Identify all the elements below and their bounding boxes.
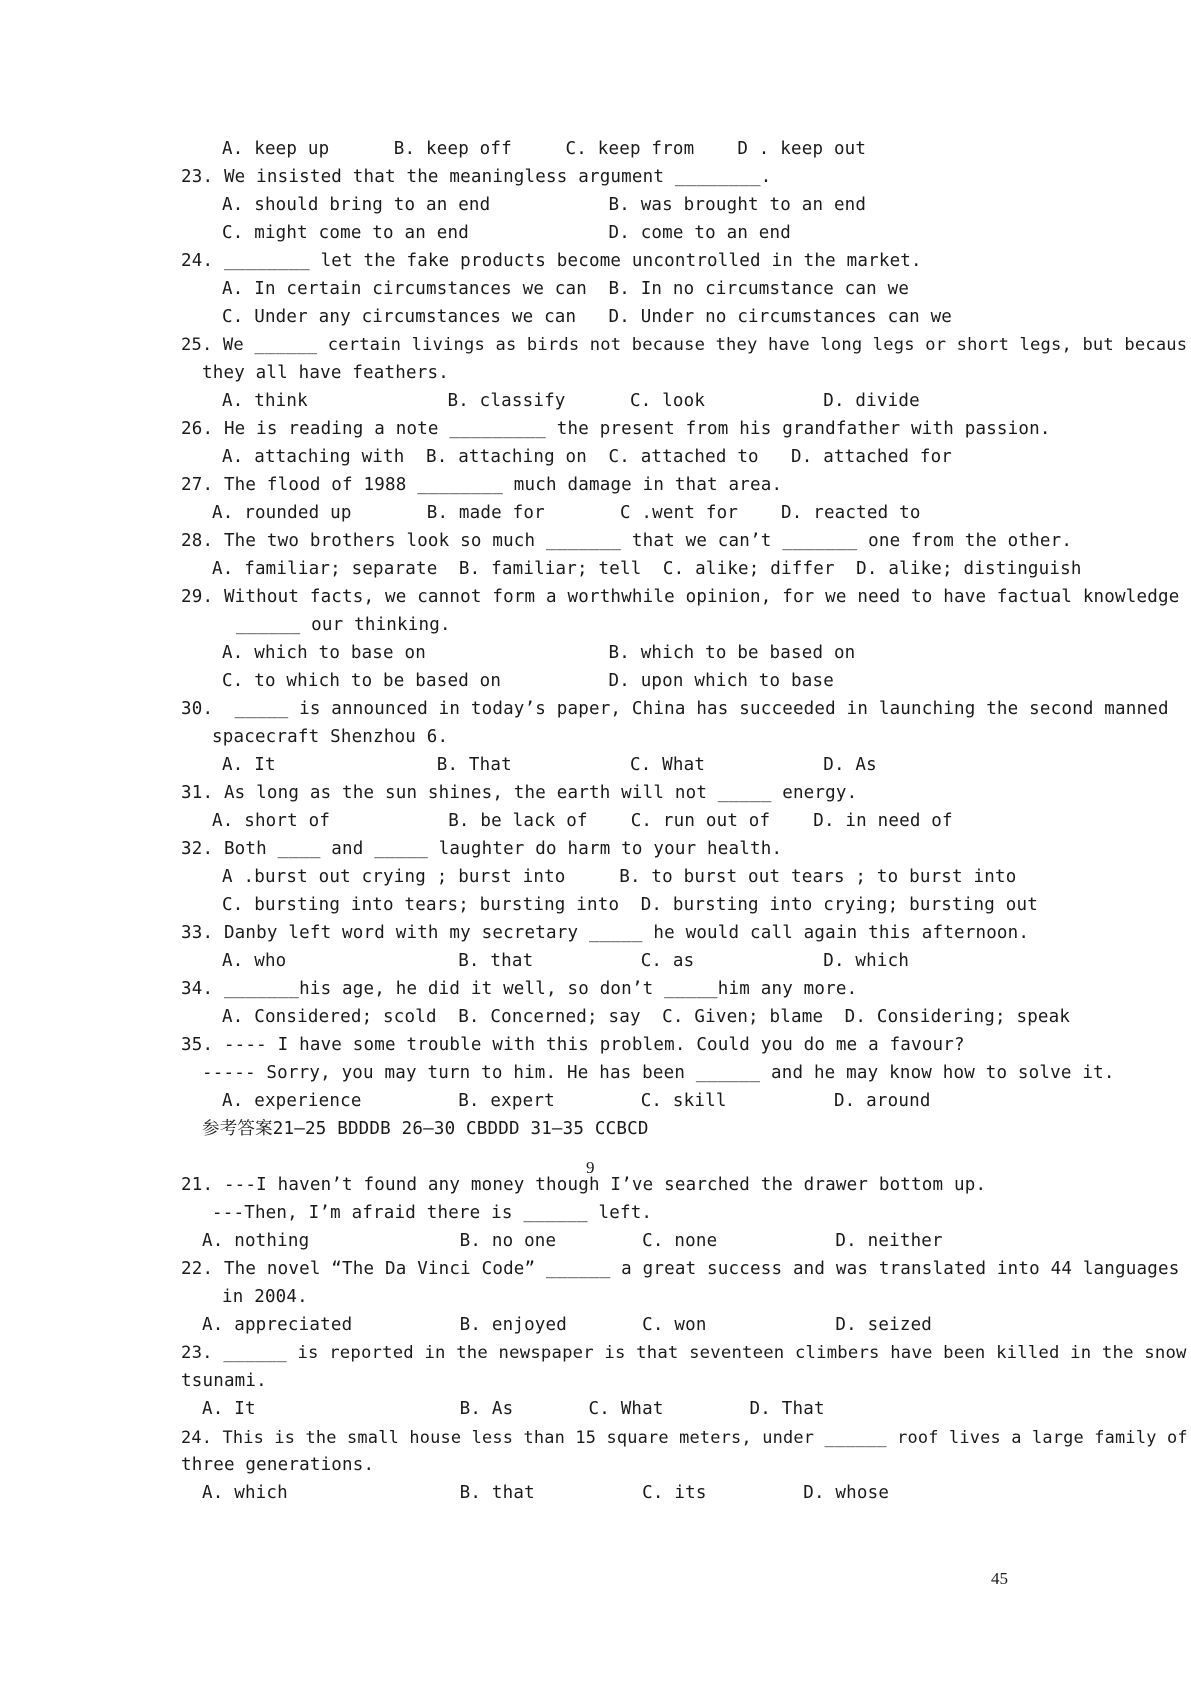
text-line: A. In certain circumstances we can B. In no circumstance can we — [222, 279, 910, 299]
text-line: C. Under any circumstances we can D. Under no circumstances can we — [222, 307, 953, 327]
text-line: A. which B. that C. its D. whose — [202, 1483, 890, 1503]
text-line: ______ our thinking. — [236, 615, 451, 635]
text-line: 35. ---- I have some trouble with this problem. Could you do me a favour? — [181, 1035, 965, 1055]
text-line: 32. Both ____ and _____ laughter do harm to your health. — [181, 839, 783, 859]
text-line: in 2004. — [222, 1287, 308, 1307]
text-line: 33. Danby left word with my secretary _____ he would call again this afternoon. — [181, 923, 1030, 943]
page-number: 45 — [991, 1569, 1008, 1588]
text-line: A. experience B. expert C. skill D. around — [222, 1091, 931, 1111]
text-line: 30. _____ is announced in today’s paper, China has succeeded in launching the second manned — [181, 699, 1169, 719]
text-line: 21. ---I haven’t found any money though I’ve searched the drawer bottom up. — [181, 1175, 987, 1195]
text-line: C. to which to be based on D. upon which to base — [222, 671, 834, 691]
text-line: A. rounded up B. made for C .went for D. reacted to — [212, 503, 921, 523]
text-line: they all have feathers. — [202, 363, 449, 383]
text-line: 34. _______his age, he did it well, so don’t _____him any more. — [181, 979, 858, 999]
text-line: 26. He is reading a note _________ the present from his grandfather with passion. — [181, 419, 1051, 439]
text-line: A. It B. As C. What D. That — [202, 1399, 825, 1419]
text-line: 23. ______ is reported in the newspaper is that seventeen climbers have been killed in the snow — [181, 1343, 1187, 1363]
text-line: 25. We ______ certain livings as birds not because they have long legs or short legs, but becaus — [181, 335, 1188, 355]
text-line: ----- Sorry, you may turn to him. He has been ______ and he may know how to solve it. — [202, 1063, 1115, 1083]
text-line: spacecraft Shenzhou 6. — [212, 727, 449, 747]
text-line: A. keep up B. keep off C. keep from D . keep out — [222, 139, 867, 159]
text-line: ---Then, I’m afraid there is ______ left. — [212, 1203, 653, 1223]
text-line: tsunami. — [181, 1371, 267, 1391]
text-line: 29. Without facts, we cannot form a worthwhile opinion, for we need to have factual knowledge — [181, 587, 1180, 607]
text-line: 28. The two brothers look so much _______ that we can’t _______ one from the other. — [181, 531, 1073, 551]
section-number: 9 — [586, 1158, 595, 1177]
text-line: A. familiar; separate B. familiar; tell C. alike; differ D. alike; distinguish — [212, 559, 1082, 579]
text-line: A. appreciated B. enjoyed C. won D. seized — [202, 1315, 933, 1335]
text-line: 24. This is the small house less than 15 square meters, under ______ roof lives a large family of — [181, 1427, 1188, 1447]
text-line: 27. The flood of 1988 ________ much damage in that area. — [181, 475, 783, 495]
text-line: three generations. — [181, 1455, 375, 1475]
text-line: A .burst out crying ; burst into B. to burst out tears ; to burst into — [222, 867, 1017, 887]
text-line: 23. We insisted that the meaningless argument ________. — [181, 167, 772, 187]
text-line: A. which to base on B. which to be based on — [222, 643, 856, 663]
text-line: A. attaching with B. attaching on C. attached to D. attached for — [222, 447, 953, 467]
text-line: A. should bring to an end B. was brought to an end — [222, 195, 867, 215]
text-line: A. short of B. be lack of C. run out of D. in need of — [212, 811, 953, 831]
text-line: A. Considered; scold B. Concerned; say C. Given; blame D. Considering; speak — [222, 1007, 1071, 1027]
text-line: A. nothing B. no one C. none D. neither — [202, 1231, 943, 1251]
text-line: 31. As long as the sun shines, the earth will not _____ energy. — [181, 783, 858, 803]
text-line: 22. The novel “The Da Vinci Code” ______ a great success and was translated into 44 languages — [181, 1259, 1180, 1279]
text-line: C. might come to an end D. come to an end — [222, 223, 792, 243]
text-line: A. think B. classify C. look D. divide — [222, 391, 920, 411]
text-line: A. It B. That C. What D. As — [222, 755, 877, 775]
text-line: 参考答案21—25 BDDDB 26—30 CBDDD 31—35 CCBCD — [202, 1119, 649, 1139]
text-line: 24. ________ let the fake products become uncontrolled in the market. — [181, 251, 922, 271]
text-line: A. who B. that C. as D. which — [222, 951, 910, 971]
text-line: C. bursting into tears; bursting into D. bursting into crying; bursting out — [222, 895, 1038, 915]
